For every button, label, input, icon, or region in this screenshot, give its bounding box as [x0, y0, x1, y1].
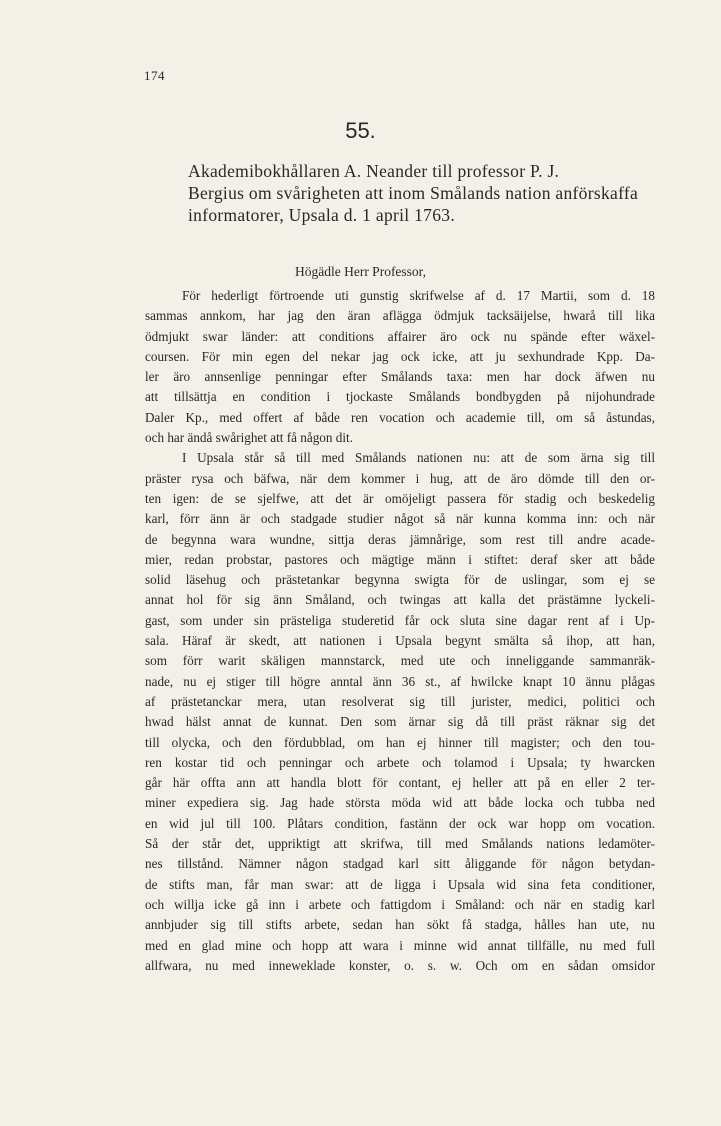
body-line: sammas annkom, har jag den äran aflägga ödmjuk tacksäijelse, hwarå till lika [145, 308, 655, 324]
body-line: nade, nu ej stiger till högre anntal änn 36 st., af hwilcke knapt 10 ännu plågas [145, 673, 655, 689]
body-line: miner expediera sig. Jag hade största möda wid att både locka och tubba ned [145, 795, 655, 811]
body-line: och willja icke gå inn i arbete och fattigdom i Småland: och när en stadig karl [145, 896, 655, 912]
page-number: 174 [144, 68, 165, 83]
body-line: Så der står det, uppriktigt att skrifwa, till med Smålands nations ledamöter- [145, 836, 655, 852]
body-line: annat hol för sig änn Småland, och twingas att kalla det prästämne lyckeli- [145, 592, 655, 608]
body-line: ten igen: de se sjelfwe, att det är omöjeligt passera för stadig och beskedelig [145, 490, 655, 506]
body-line: För hederligt förtroende uti gunstig skrifwelse af d. 17 Martii, som d. 18 [182, 288, 655, 303]
body-line: ödmjukt swar länder: att conditions affairer äro ock nu spände efter wäxel- [145, 328, 655, 344]
body-line: och har ändå swårighet att få någon dit. [145, 430, 353, 446]
body-line: ler äro annsenlige penningar efter Smålands taxa: men har dock äfwen nu [145, 369, 655, 385]
body-line: till olycka, och den fördubblad, om han ej hinner till magister; och den tou- [145, 734, 655, 750]
salutation: Högädle Herr Professor, [294, 264, 427, 279]
body-line: de begynna wara wundne, sittja deras jämnårige, som rest till andre acade- [145, 531, 655, 547]
body-line: som förr warit skäligen mannstarck, med ute och inneliggande sammanräk- [145, 653, 655, 669]
body-line: nes tillstånd. Nämner någon stadgad karl sitt åliggande för någon betydan- [145, 856, 655, 872]
heading-line: informatorer, Upsala d. 1 april 1763. [188, 205, 455, 225]
heading-line: Bergius om svårigheten att inom Smålands nation anförskaffa [188, 183, 639, 203]
letter-number: 55. [345, 118, 376, 143]
body-line: I Upsala står så till med Smålands nationen nu: att de som ärna sig till [182, 450, 655, 466]
heading-line: Akademibokhållaren A. Neander till professor P. J. [188, 161, 560, 181]
paragraph-1 [145, 286, 655, 448]
body-line: sala. Häraf är skedt, att nationen i Upsala begynt smälta så ihop, att han, [145, 633, 655, 649]
letter-heading [188, 160, 668, 226]
body-line: solid läsehug och prästetankar begynna swigta för de uslingar, som ej se [145, 572, 655, 588]
body-line: Daler Kp., med offert af både ren vocation och academie till, om så åstundas, [145, 409, 655, 425]
body-line: präster rysa och bäfwa, när dem kommer i hug, att de äro dömde till den or- [145, 470, 655, 486]
body-line: går här offta ann att handla blott för contant, ej heller att på en eller 2 ter- [145, 775, 655, 791]
body-line: karl, förr änn är och stadgade studier något så när kunna komma inn: och när [145, 511, 655, 527]
body-line: hwad hälst annat de kunnat. Den som ärnar sig då till präst räknar sig det [145, 714, 655, 730]
body-line: en wid jul till 100. Plåtars condition, fastänn der ock war hopp om vocation. [145, 815, 655, 831]
letter-body [145, 286, 655, 976]
body-line: annbjuder sig till stifts arbete, sedan han sökt få stadga, hålles han ute, nu [145, 917, 655, 933]
body-line: gast, som under sin prästeliga studeretid får ock sluta sine dagar rent af i Up- [145, 612, 655, 628]
body-line: mier, redan probstar, pastores och mägtige männ i stiftet: deraf sker att både [145, 551, 655, 567]
body-line: ren kostar tid och penningar och arbete och tolamod i Upsala; ty hwarcken [145, 754, 655, 770]
body-line: allfwara, nu med inneweklade konster, o. s. w. Och om en sådan omsidor [145, 957, 655, 973]
body-line: af prästetanckar mera, utan resolverat sig till jurister, medici, politici och [145, 693, 655, 709]
paragraph-2 [145, 448, 655, 976]
body-line: att tillsättja en condition i tjockaste Smålands bondbygden på nijohundrade [145, 389, 655, 405]
body-line: de stifts man, får man swar: att de ligga i Upsala wid sina feta conditioner, [145, 876, 655, 892]
body-line: coursen. För min egen del nekar jag ock icke, att ju sexhundrade Kpp. Da- [145, 348, 655, 364]
body-line: med en glad mine och hopp att wara i minne wid annat tillfälle, nu med full [145, 937, 655, 953]
